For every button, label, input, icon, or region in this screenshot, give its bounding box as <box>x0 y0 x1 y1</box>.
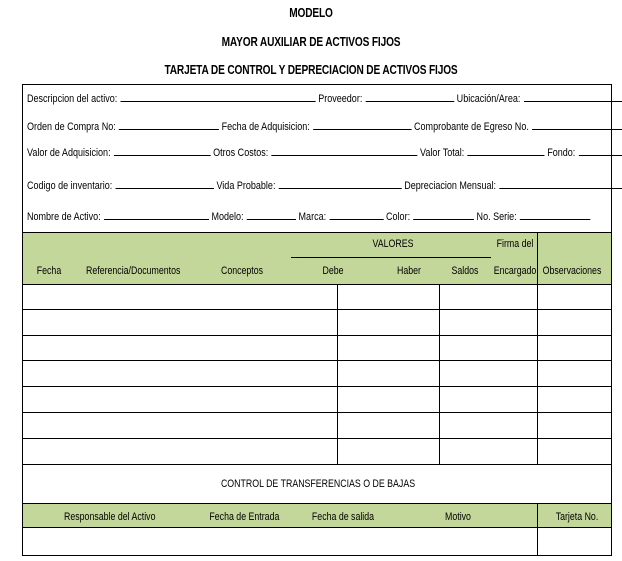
acquisition-date-input[interactable] <box>313 119 411 130</box>
voucher-input[interactable] <box>532 119 622 130</box>
total-value-input[interactable] <box>468 145 545 156</box>
col-fecha-salida: Fecha de salida <box>311 511 375 523</box>
asset-card-form <box>22 84 612 556</box>
location-input[interactable] <box>524 91 622 102</box>
col-tarjeta: Tarjeta No. <box>555 511 599 523</box>
col-observaciones: Observaciones <box>542 265 602 277</box>
brand-input[interactable] <box>329 209 383 220</box>
brand-label: Marca: <box>298 211 327 223</box>
transfer-title: CONTROL DE TRANSFERENCIAS O DE BAJAS <box>220 478 416 490</box>
fund-label: Fondo: <box>547 147 576 159</box>
field-row-2 <box>27 119 622 133</box>
supplier-input[interactable] <box>366 91 455 102</box>
valores-header: VALORES <box>372 238 414 250</box>
col-responsable: Responsable del Activo <box>64 511 156 523</box>
fund-input[interactable] <box>579 145 622 156</box>
purchase-order-label: Orden de Compra No: <box>27 121 116 133</box>
acquisition-value-label: Valor de Adquisicion: <box>27 147 111 159</box>
location-label: Ubicación/Area: <box>456 93 521 105</box>
serial-label: No. Serie: <box>476 211 517 223</box>
color-label: Color: <box>386 211 411 223</box>
useful-life-input[interactable] <box>279 178 402 189</box>
supplier-label: Proveedor: <box>318 93 363 105</box>
col-fecha: Fecha <box>36 265 62 277</box>
description-input[interactable] <box>121 91 316 102</box>
model-input[interactable] <box>247 209 296 220</box>
col-debe: Debe <box>322 265 344 277</box>
field-row-4 <box>27 178 622 192</box>
col-conceptos: Conceptos <box>220 265 264 277</box>
model-label: Modelo: <box>211 211 244 223</box>
monthly-depreciation-label: Depreciacion Mensual: <box>404 180 497 192</box>
field-row-3 <box>27 145 622 159</box>
acquisition-date-label: Fecha de Adquisicion: <box>221 121 310 133</box>
inventory-code-label: Codigo de inventario: <box>27 180 113 192</box>
col-fecha-entrada: Fecha de Entrada <box>209 511 280 523</box>
firma-header-line1: Firma del <box>496 238 534 250</box>
acquisition-value-input[interactable] <box>114 145 211 156</box>
inventory-code-input[interactable] <box>116 178 214 189</box>
monthly-depreciation-input[interactable] <box>499 178 622 189</box>
document-subtitle: MAYOR AUXILIAR DE ACTIVOS FIJOS <box>221 34 401 49</box>
other-costs-input[interactable] <box>272 145 418 156</box>
col-motivo: Motivo <box>445 511 471 523</box>
col-saldos: Saldos <box>451 265 479 277</box>
asset-name-label: Nombre de Activo: <box>27 211 101 223</box>
description-label: Descripcion del activo: <box>27 93 118 105</box>
asset-name-input[interactable] <box>104 209 209 220</box>
field-row-5 <box>27 209 590 223</box>
color-input[interactable] <box>413 209 474 220</box>
col-haber: Haber <box>397 265 421 277</box>
purchase-order-input[interactable] <box>119 119 219 130</box>
document-title: MODELO <box>289 5 333 20</box>
serial-input[interactable] <box>520 209 591 220</box>
other-costs-label: Otros Costos: <box>213 147 269 159</box>
total-value-label: Valor Total: <box>420 147 465 159</box>
firma-header-line2: Encargado <box>493 265 537 277</box>
col-referencia: Referencia/Documentos <box>86 265 181 277</box>
useful-life-label: Vida Probable: <box>216 180 276 192</box>
voucher-label: Comprobante de Egreso No. <box>414 121 529 133</box>
field-row-1 <box>27 91 622 105</box>
card-title: TARJETA DE CONTROL Y DEPRECIACION DE ACTIVOS FIJOS <box>164 62 458 77</box>
